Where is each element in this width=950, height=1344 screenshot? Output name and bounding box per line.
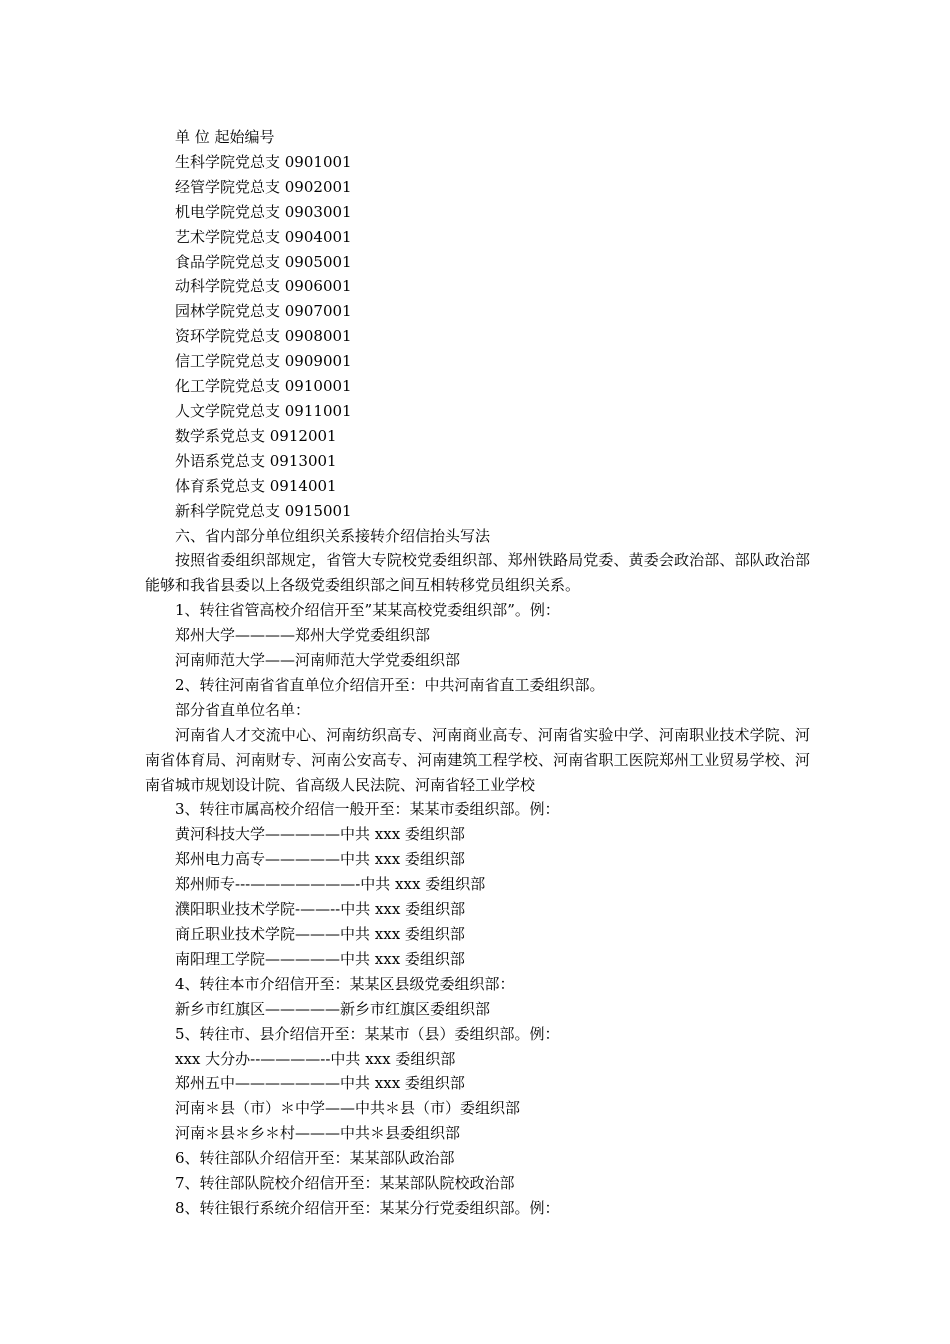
body-paragraph: 按照省委组织部规定，省管大专院校党委组织部、郑州铁路局党委、黄委会政治部、部队政治部能够和我省县委以上各级党委组织部之间互相转移党员组织关系。 [145, 551, 810, 595]
section-heading: 六、省内部分单位组织关系接转介绍信抬头写法 [175, 526, 491, 545]
rule-item: 8、转往银行系统介绍信开至：某某分行党委组织部。例： [175, 1198, 560, 1217]
example-line: 河南＊县＊乡＊村———中共＊县委组织部 [175, 1124, 461, 1143]
rule-item: 5、转往市、县介绍信开至：某某市（县）委组织部。例： [175, 1024, 560, 1043]
example-line: 郑州师专---———————-中共 xxx 委组织部 [175, 875, 486, 894]
example-line: 河南师范大学——河南师范大学党委组织部 [175, 651, 461, 670]
rule-item: 1、转往省管高校介绍信开至”某某高校党委组织部”。例： [175, 601, 560, 620]
unit-code-line: 信工学院党总支 0909001 [175, 352, 352, 371]
rule-item: 3、转往市属高校介绍信一般开至：某某市委组织部。例： [175, 800, 560, 819]
unit-code-line: 生科学院党总支 0901001 [175, 152, 352, 171]
unit-list-paragraph: 河南省人才交流中心、河南纺织高专、河南商业高专、河南省实验中学、河南职业技术学院、河南省体育局、河南财专、河南公安高专、河南建筑工程学校、河南省职工医院郑州工业贸易学校、河南省城市规划设计院、省高级人民法院、河南省轻工业学校 [145, 725, 810, 794]
unit-code-line: 机电学院党总支 0903001 [175, 202, 352, 221]
example-line: 新乡市红旗区—————新乡市红旗区委组织部 [175, 999, 491, 1018]
list-heading: 部分省直单位名单： [175, 700, 311, 719]
unit-code-line: 资环学院党总支 0908001 [175, 327, 352, 346]
unit-code-line: 食品学院党总支 0905001 [175, 252, 352, 271]
rule-item: 7、转往部队院校介绍信开至：某某部队院校政治部 [175, 1174, 515, 1193]
unit-code-line: 园林学院党总支 0907001 [175, 302, 352, 321]
unit-code-line: 化工学院党总支 0910001 [175, 377, 352, 396]
unit-code-line: 新科学院党总支 0915001 [175, 501, 352, 520]
unit-code-line: 经管学院党总支 0902001 [175, 177, 352, 196]
table-header-line: 单 位 起始编号 [175, 128, 275, 146]
unit-code-line: 外语系党总支 0913001 [175, 451, 337, 470]
unit-code-line: 体育系党总支 0914001 [175, 476, 337, 495]
example-line: 郑州电力高专—————中共 xxx 委组织部 [175, 850, 465, 869]
example-line: 南阳理工学院—————中共 xxx 委组织部 [175, 949, 465, 968]
example-line: 郑州五中———————中共 xxx 委组织部 [175, 1074, 465, 1093]
example-line: 黄河科技大学—————中共 xxx 委组织部 [175, 825, 465, 844]
unit-code-line: 艺术学院党总支 0904001 [175, 227, 352, 246]
example-line: xxx 大分办--————--中共 xxx 委组织部 [175, 1049, 456, 1068]
unit-code-line: 数学系党总支 0912001 [175, 426, 337, 445]
rule-item: 2、转往河南省省直单位介绍信开至：中共河南省直工委组织部。 [175, 675, 605, 694]
unit-code-line: 人文学院党总支 0911001 [175, 401, 352, 420]
example-line: 郑州大学————郑州大学党委组织部 [175, 626, 431, 645]
example-line: 濮阳职业技术学院-——--中共 xxx 委组织部 [175, 900, 466, 919]
rule-item: 4、转往本市介绍信开至：某某区县级党委组织部： [175, 974, 515, 993]
unit-code-line: 动科学院党总支 0906001 [175, 277, 352, 296]
example-line: 商丘职业技术学院———中共 xxx 委组织部 [175, 925, 465, 943]
rule-item: 6、转往部队介绍信开至：某某部队政治部 [175, 1149, 455, 1168]
example-line: 河南＊县（市）＊中学——中共＊县（市）委组织部 [175, 1099, 521, 1118]
document-body [145, 125, 810, 1221]
